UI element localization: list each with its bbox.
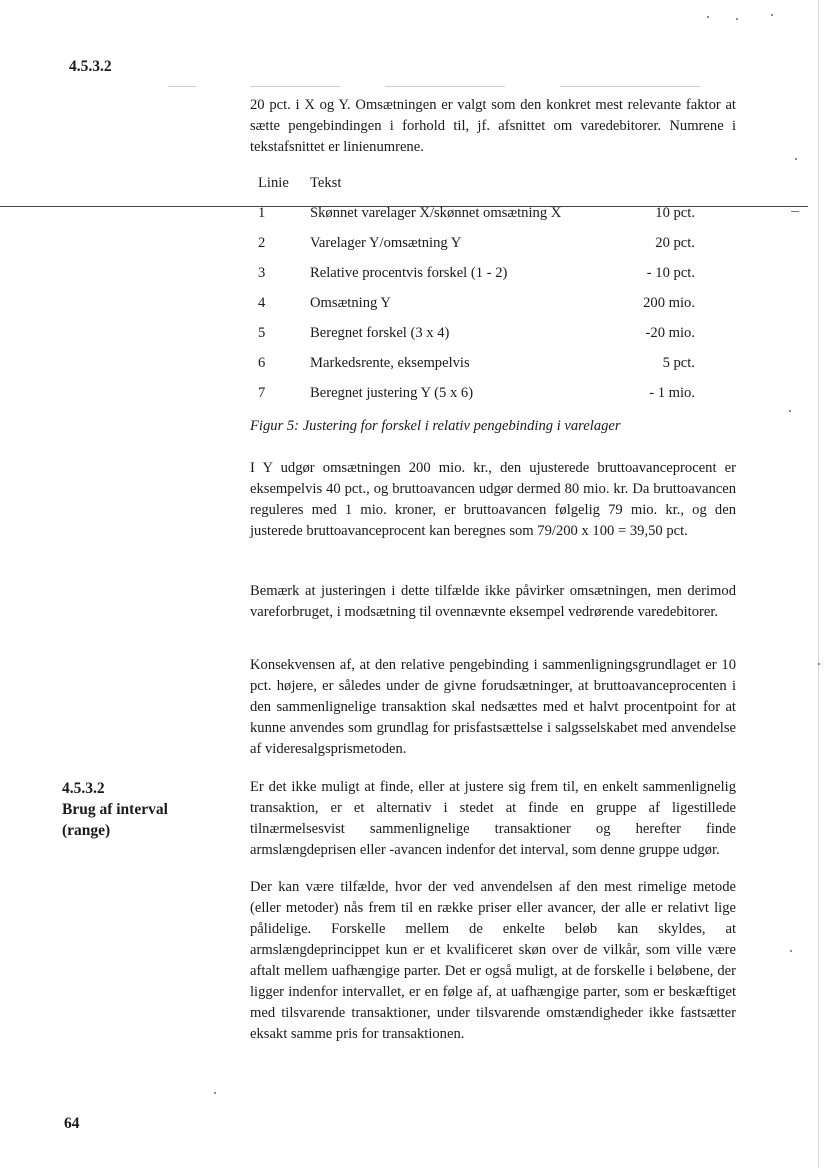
row-line-number: 2 bbox=[258, 235, 266, 251]
scan-speck bbox=[795, 158, 797, 160]
row-value: -20 mio. bbox=[645, 325, 695, 341]
body-paragraph: Konsekvensen af, at den relative pengebinding i sammenligningsgrundlaget er 10 pct. højere, er således under de givne forudsætninger, at bruttoavanceprocenten i den sammenlignelige transaktion skal nedsættes med et halvt procentpoint for at kunne anvendes som grundlag for prisfastsættelse i salgsselskabet med anvendelse af videresalgsprismetoden. bbox=[250, 657, 736, 757]
scan-speck bbox=[214, 1092, 216, 1094]
scan-speck bbox=[790, 950, 792, 952]
page-number: 64 bbox=[64, 1115, 80, 1132]
row-value: 5 pct. bbox=[662, 355, 695, 371]
body-paragraph: Er det ikke muligt at finde, eller at justere sig frem til, en enkelt sammenlignelig transaktion, er et alternativ i stedet at finde en gruppe af ligestillede tilnærmelsesvist sammenlignelige transaktioner og herefter finde armslængdeprisen eller -avancen indenfor det interval, som denne gruppe udgør. bbox=[250, 779, 736, 858]
row-value: 200 mio. bbox=[643, 295, 695, 311]
row-text: Skønnet varelager X/skønnet omsætning X bbox=[310, 205, 562, 221]
row-value: 10 pct. bbox=[655, 205, 695, 221]
scan-speck bbox=[736, 18, 738, 20]
row-text: Relative procentvis forskel (1 - 2) bbox=[310, 265, 508, 281]
table-row bbox=[250, 205, 695, 227]
figure-caption: Figur 5: Justering for forskel i relativ pengebinding i varelager bbox=[250, 418, 621, 434]
scan-speck bbox=[707, 16, 709, 18]
table-row bbox=[250, 265, 695, 287]
scan-speck bbox=[789, 410, 791, 412]
faint-rule bbox=[560, 86, 700, 87]
table-row bbox=[250, 295, 695, 317]
side-heading-title-line2: (range) bbox=[62, 822, 111, 839]
row-text: Omsætning Y bbox=[310, 295, 391, 311]
row-value: - 1 mio. bbox=[649, 385, 695, 401]
side-heading bbox=[62, 778, 168, 841]
scan-speck bbox=[818, 663, 820, 665]
margin-tick bbox=[791, 211, 799, 212]
row-line-number: 4 bbox=[258, 295, 266, 311]
table-row bbox=[250, 325, 695, 347]
body-paragraph: Bemærk at justeringen i dette tilfælde ikke påvirker omsætningen, men derimod vareforbruget, i modsætning til ovennævnte eksempel vedrørende varedebitorer. bbox=[250, 583, 736, 620]
row-text: Varelager Y/omsætning Y bbox=[310, 235, 462, 251]
table-row bbox=[250, 385, 695, 407]
faint-rule bbox=[250, 86, 340, 87]
row-value: 20 pct. bbox=[655, 235, 695, 251]
faint-rule bbox=[168, 86, 196, 87]
table-row bbox=[250, 235, 695, 257]
body-paragraph: I Y udgør omsætningen 200 mio. kr., den ujusterede bruttoavanceprocent er eksempelvis 40 pct., og bruttoavancen udgør dermed 80 mio. kr. Da bruttoavancen reguleres med 1 mio. kroner, er bruttoavancen følgelig 79 mio. kr., og den justerede bruttoavanceprocent kan beregnes som 79/200 x 100 = 39,50 pct. bbox=[250, 460, 736, 539]
row-line-number: 1 bbox=[258, 205, 266, 221]
table-row bbox=[250, 355, 695, 377]
row-line-number: 7 bbox=[258, 385, 266, 401]
table-header-text: Tekst bbox=[310, 175, 342, 191]
row-line-number: 3 bbox=[258, 265, 266, 281]
row-line-number: 6 bbox=[258, 355, 266, 371]
row-text: Beregnet forskel (3 x 4) bbox=[310, 325, 450, 341]
scan-speck bbox=[771, 14, 773, 16]
row-text: Markedsrente, eksempelvis bbox=[310, 355, 470, 371]
body-paragraph: Der kan være tilfælde, hvor der ved anvendelsen af den mest rimelige metode (eller metoder) nås frem til en række priser eller avancer, der alle er relativt lige pålidelige. Forskelle mellem de enkelte beløb kan skyldes, at armslængdeprincippet kun er et kvalificeret skøn over de vilkår, som ville være aftalt mellem uafhængige parter. Det er også muligt, at de forskelle i beløbene, der ligger indenfor intervallet, er en følge af, at uafhængige parter, som er beskæftiget med tilsvarende transaktioner, under tilsvarende omstændigheder ikke fastsætter eksakt samme pris for transaktionen. bbox=[250, 879, 736, 1042]
section-number-top: 4.5.3.2 bbox=[69, 58, 112, 75]
side-heading-title-line1: Brug af interval bbox=[62, 801, 168, 818]
row-value: - 10 pct. bbox=[646, 265, 695, 281]
intro-paragraph: 20 pct. i X og Y. Omsætningen er valgt som den konkret mest relevante faktor at sætte pengebindingen i forhold til, jf. afsnittet om varedebitorer. Numrene i tekstafsnittet er linienumrene. bbox=[250, 97, 736, 155]
table-header-line: Linie bbox=[258, 175, 289, 191]
row-line-number: 5 bbox=[258, 325, 266, 341]
side-heading-number: 4.5.3.2 bbox=[62, 780, 105, 797]
faint-rule bbox=[385, 86, 505, 87]
page-edge-line bbox=[818, 0, 819, 1168]
row-text: Beregnet justering Y (5 x 6) bbox=[310, 385, 474, 401]
